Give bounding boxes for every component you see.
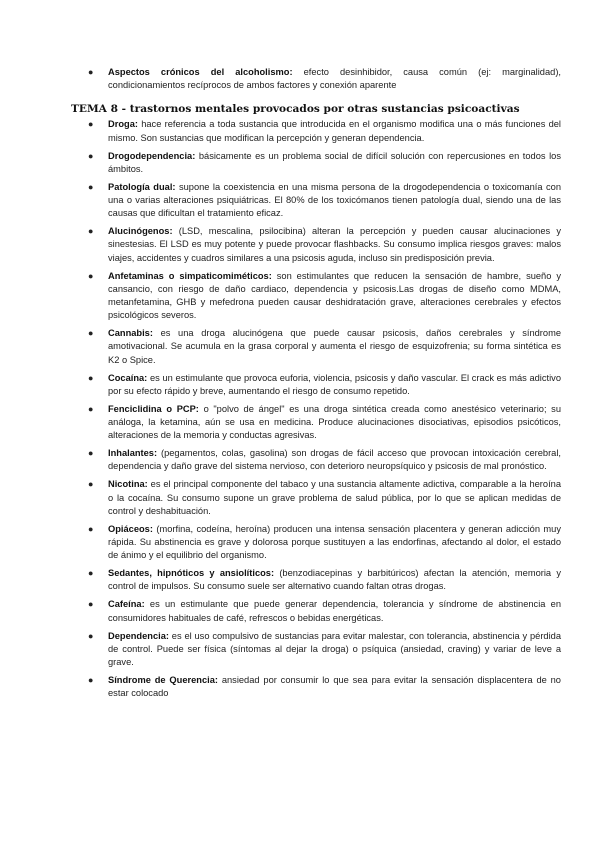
list-item	[71, 150, 561, 176]
bullet-icon: ●	[88, 270, 94, 281]
item-term: Drogodependencia:	[108, 150, 196, 161]
list-item	[71, 181, 561, 221]
bullet-icon: ●	[88, 479, 94, 490]
item-text: (benzodiacepinas y barbitúricos) afectan la atención, memoria y control de impulsos. Su consumo suele ser alternativo cuando faltan otras drogas.	[108, 568, 561, 592]
list-item	[71, 674, 561, 700]
bullet-icon: ●	[88, 630, 94, 641]
list-item	[71, 270, 561, 323]
list-item	[71, 630, 561, 670]
intro-list	[71, 66, 561, 92]
item-term: Sedantes, hipnóticos y ansiolíticos:	[108, 568, 275, 579]
item-term: Síndrome de Querencia:	[108, 675, 218, 686]
bullet-icon: ●	[88, 523, 94, 534]
item-text: supone la coexistencia en una misma persona de la drogodependencia o toxicomanía con una o varias alteraciones psiquiátricas. El 80% de los toxicómanos tienen patología dual, siendo una de las causas que dificultan el tratamiento eficaz.	[108, 181, 562, 219]
item-text: ansiedad por consumir lo que sea para evitar la sensación displacentera de no estar colocado	[108, 675, 561, 699]
item-text: son estimulantes que reducen la sensación de hambre, sueño y cansancio, con riesgo de daño cardiaco, dependencia y psicosis.Las drogas de diseño como MDMA, metanfetamina, GHB y mefedrona pueden causar deshidratación grave, alteraciones cerebrales y efectos psicológicos severos.	[108, 270, 561, 321]
item-text: básicamente es un problema social de difícil solución con repercusiones en todos los ámbitos.	[108, 150, 561, 174]
item-term: Cafeína:	[108, 599, 145, 610]
item-term: Dependencia:	[108, 630, 169, 641]
item-text: es una droga alucinógena que puede causar psicosis, daños cerebrales y síndrome amotivacional. Se acumula en la grasa corporal y aumenta el riesgo de esquizofrenia; su forma sintética es K2 o Spice.	[108, 328, 561, 365]
item-term: Patología dual:	[108, 181, 176, 192]
bullet-icon: ●	[88, 403, 94, 414]
bullet-icon: ●	[88, 675, 94, 686]
item-text: o "polvo de ángel" es una droga sintética creada como anestésico veterinario; su análoga, la ketamina, aún se usa en medicina. Produce alucinaciones disociativas, episodios psicóticos, alteraciones de la memoria y conductas agresivas.	[108, 403, 561, 441]
bullet-icon: ●	[88, 372, 94, 383]
list-item	[71, 372, 561, 398]
item-term: Fenciclidina o PCP:	[108, 403, 199, 414]
item-text: (pegamentos, colas, gasolina) son drogas de fácil acceso que provocan intoxicación cerebral, dependencia y daño grave del sistema nervioso, con deterioro neuropsíquico y psicosis de mal pronóstico.	[108, 448, 561, 472]
item-term: Inhalantes:	[108, 448, 158, 459]
item-term: Opiáceos:	[108, 523, 153, 534]
item-text: (LSD, mescalina, psilocibina) alteran la percepción y pueden causar alucinaciones y sinestesias. El LSD es muy potente y puede provocar flashbacks. Su consumo implica riesgos graves: malos viajes, accidentes y cuadros similares a una psicosis aguda, incluso sin predisposición previa.	[108, 226, 561, 263]
section-title: TEMA 8 - trastornos mentales provocados por otras sustancias psicoactivas	[71, 103, 520, 116]
bullet-icon: ●	[88, 599, 94, 610]
item-term: Anfetaminas o simpaticomiméticos:	[108, 270, 272, 281]
list-item	[71, 118, 561, 144]
item-term: Alucinógenos:	[108, 226, 173, 237]
item-text: hace referencia a toda sustancia que introducida en el organismo modifica una o más funciones del mismo. Son sustancias que modifican la percepción y generan dependencia.	[108, 119, 561, 143]
bullet-icon: ●	[88, 328, 94, 339]
list-item	[71, 447, 561, 473]
bullet-icon: ●	[88, 119, 94, 130]
item-text: es un estimulante que provoca euforia, violencia, psicosis y daño vascular. El crack es más adictivo por su efecto rápido y breve, aumentando el riesgo de consumo repetido.	[108, 372, 561, 396]
item-text: (morfina, codeína, heroína) producen una intensa sensación placentera y generan adicción muy rápida. Su abstinencia es grave y dolorosa porque sustituyen a las endorfinas, afectando al dolor, el estado de ánimo y el equilibrio del organismo.	[108, 523, 561, 561]
list-item	[71, 478, 561, 518]
bullet-icon: ●	[88, 67, 94, 77]
item-term: Cocaína:	[108, 372, 148, 383]
item-term: Nicotina:	[108, 479, 148, 490]
list-item	[71, 327, 561, 367]
list-item	[71, 225, 561, 265]
bullet-icon: ●	[88, 568, 94, 579]
item-term: Droga:	[108, 119, 138, 130]
item-term: Cannabis:	[108, 328, 153, 339]
list-item	[71, 598, 561, 624]
page-content	[71, 66, 561, 705]
item-term: Aspectos crónicos del alcoholismo:	[108, 67, 293, 77]
definitions-list	[71, 118, 561, 700]
list-item	[71, 523, 561, 563]
item-text: es un estimulante que puede generar dependencia, tolerancia y síndrome de abstinencia en consumidores habituales de café, refrescos o bebidas energéticas.	[108, 599, 561, 623]
bullet-icon: ●	[88, 448, 94, 459]
list-item	[71, 567, 561, 593]
bullet-icon: ●	[88, 150, 94, 161]
bullet-icon: ●	[88, 181, 94, 192]
list-item	[71, 66, 561, 92]
bullet-icon: ●	[88, 226, 94, 237]
item-text: efecto desinhibidor, causa común (ej: marginalidad), condicionamientos recíprocos de ambos factores y conexión aparente	[108, 67, 561, 91]
item-text: es el principal componente del tabaco y una sustancia altamente adictiva, comparable a la heroína o la cocaína. Su consumo supone un grave problema de salud pública, por lo que se aplican medidas de control y deshabituación.	[108, 479, 561, 516]
list-item	[71, 403, 561, 443]
item-text: es el uso compulsivo de sustancias para evitar malestar, con tolerancia, abstinencia y pérdida de control. Puede ser física (síntomas al dejar la droga) o psíquica (ansiedad, craving) y variar de leve a grave.	[108, 630, 561, 668]
